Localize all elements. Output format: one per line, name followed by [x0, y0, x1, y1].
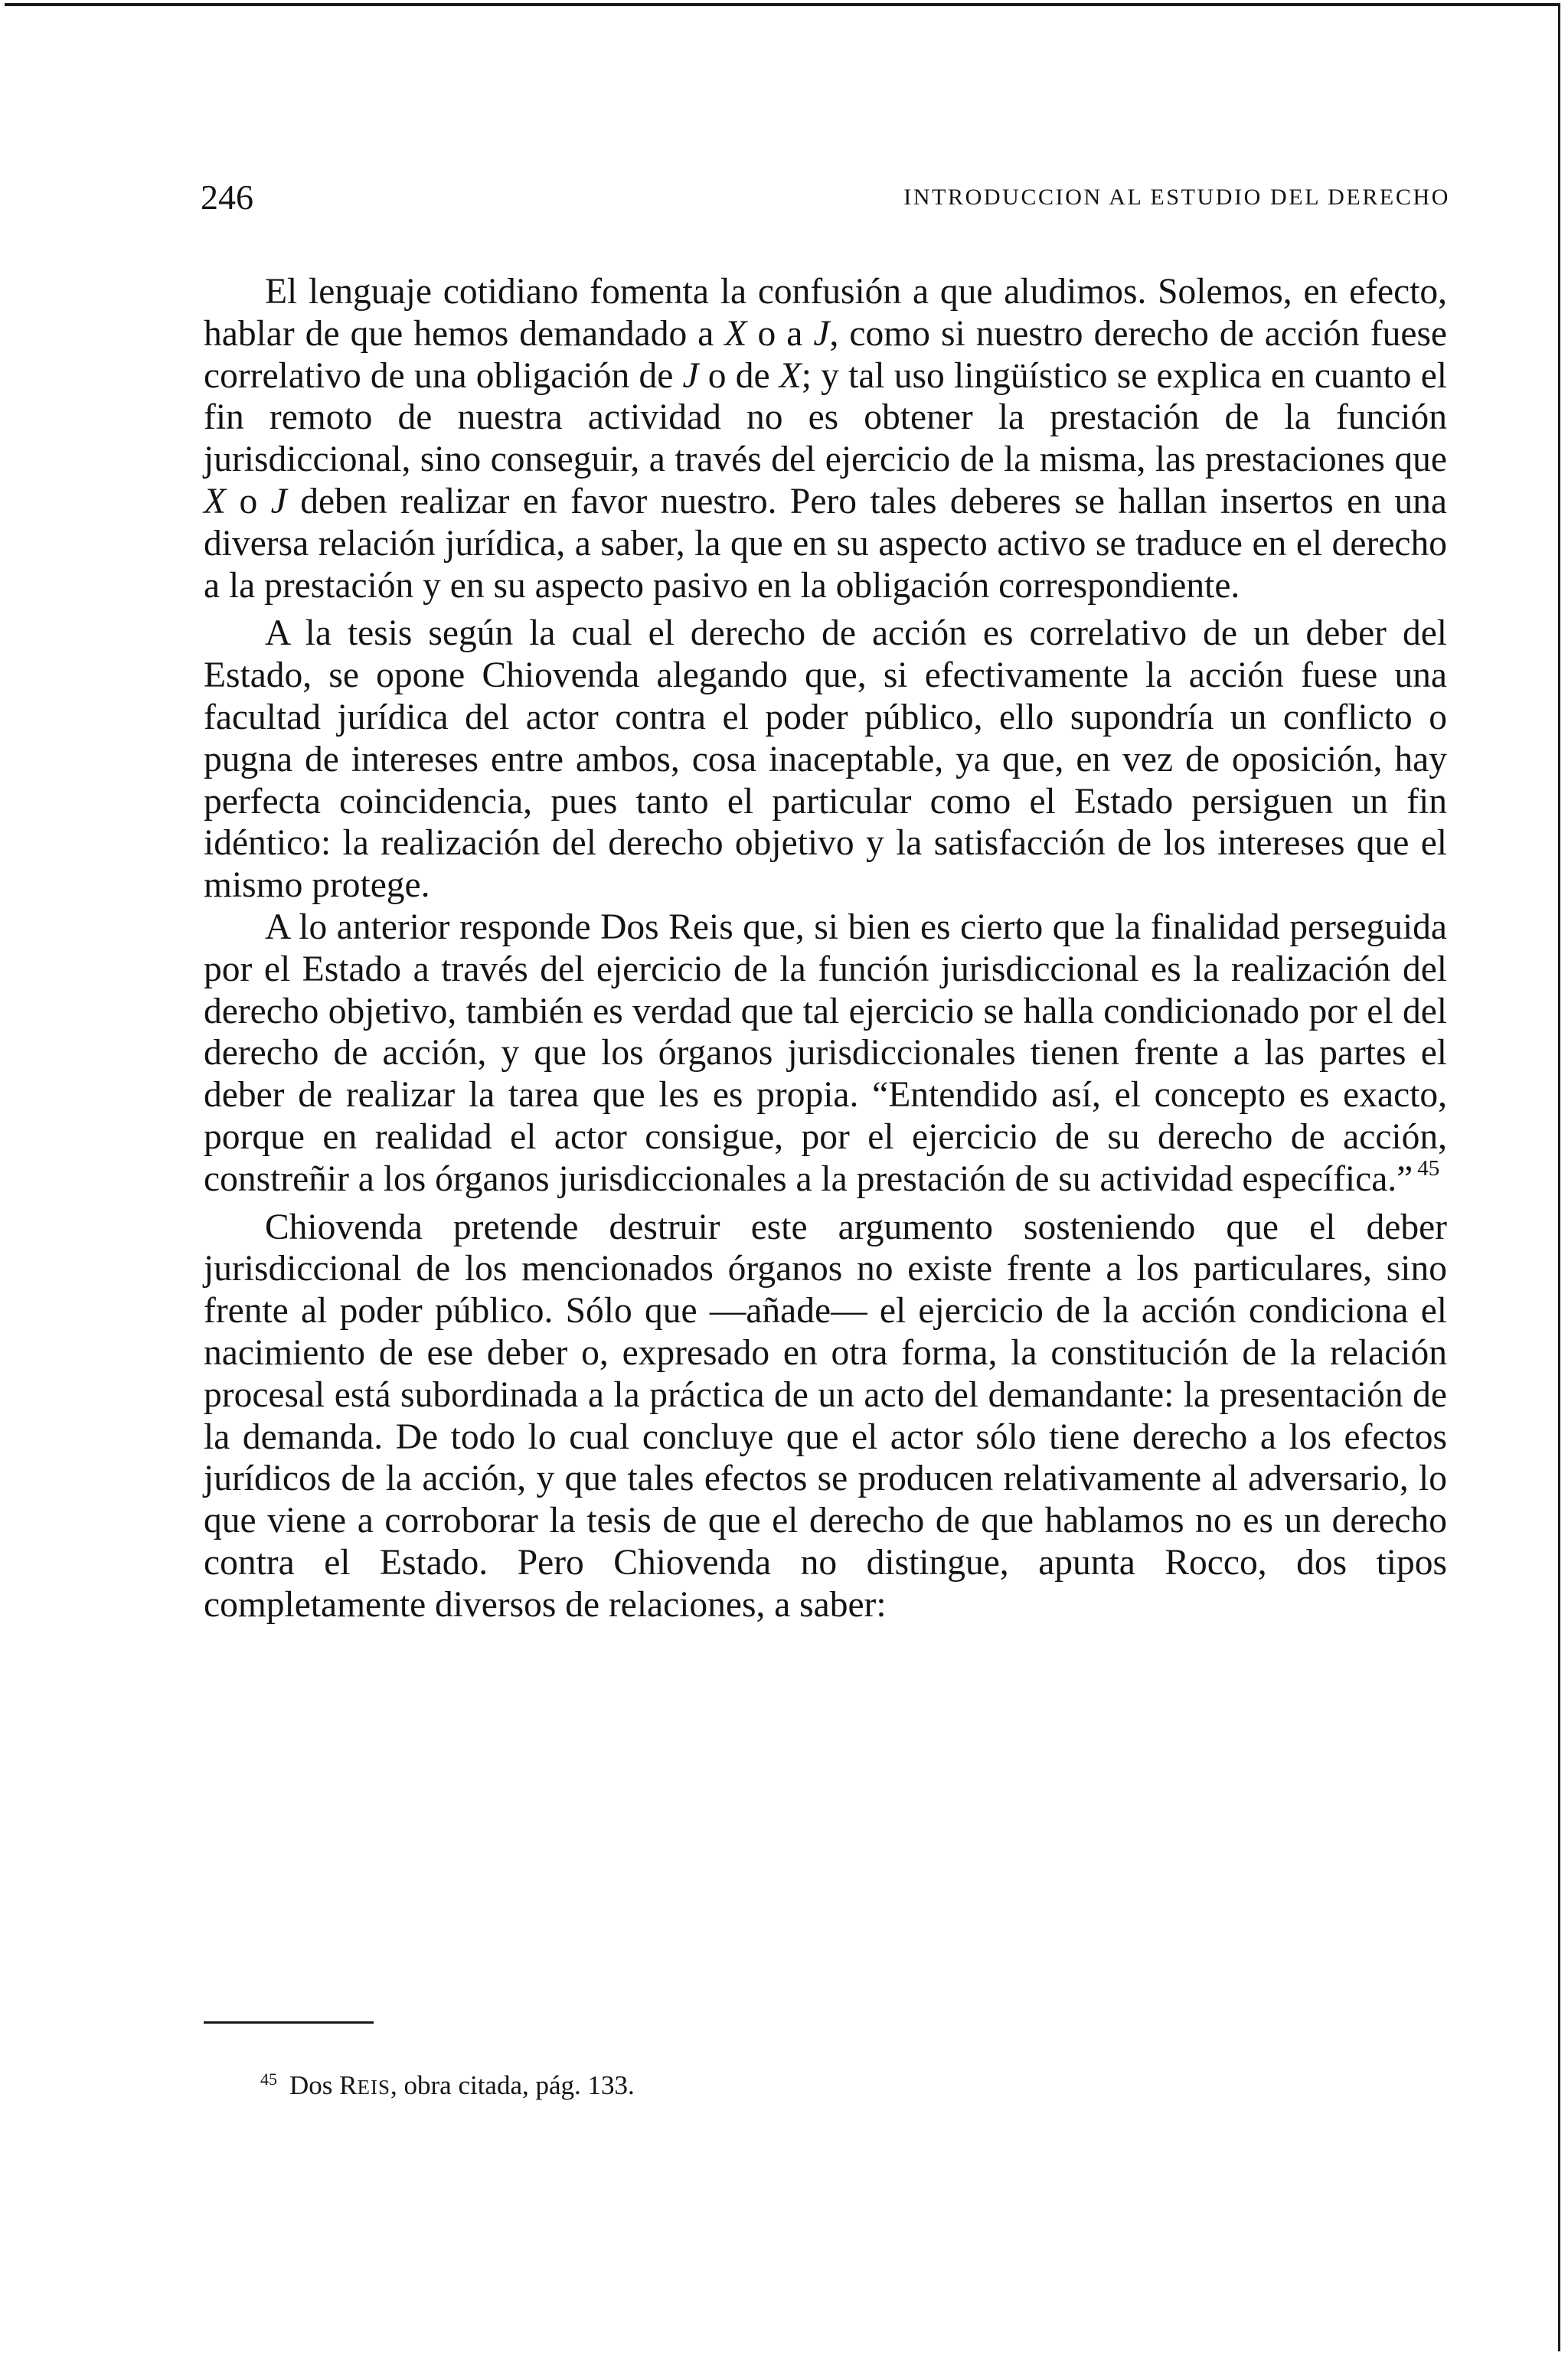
paragraph-2: A la tesis según la cual el derecho de acción es correlativo de un deber del Estado, se opone Chiovenda alegando que, si efectivamente la acción fuese una facultad jurídica del actor contra el poder público, ello supondría un conflicto o pugna de intereses entre ambos, cosa inaceptable, ya que, en vez de oposición, hay perfecta coincidencia, pues tanto el particular como el Estado persiguen un fin idéntico: la realización del derecho objetivo y la satisfacción de los intereses que el mismo protege. [204, 613, 1447, 906]
variable-x: X [724, 313, 747, 354]
variable-x: X [779, 355, 802, 396]
variable-j: J [270, 481, 287, 521]
footnote-divider [204, 2021, 374, 2024]
footnote-reference[interactable]: 45 [1417, 1155, 1440, 1181]
running-title: INTRODUCCION AL ESTUDIO DEL DERECHO [903, 185, 1450, 210]
variable-x: X [204, 481, 227, 521]
page-header [201, 175, 1450, 221]
paragraph-4: Chiovenda pretende destruir este argumento sosteniendo que el deber jurisdiccional de los mencionados órganos no existe frente a los particulares, sino frente al poder público. Sólo que —añade— el ejercicio de la acción condiciona el nacimiento de ese deber o, expresado en otra forma, la constitución de la relación procesal está subordinada a la práctica de un acto del demandante: la presentación de la demanda. De todo lo cual concluye que el actor sólo tiene derecho a los efectos jurídicos de la acción, y que tales efectos se producen relativamente al adversario, lo que viene a corroborar la tesis de que el derecho de que hablamos no es un derecho contra el Estado. Pero Chiovenda no distingue, apunta Rocco, dos tipos completamente diversos de relaciones, a saber: [204, 1207, 1447, 1625]
variable-j: J [813, 313, 830, 354]
footnote-author: Dos REIS [289, 2070, 390, 2100]
footnote-number: 45 [260, 2070, 277, 2089]
footnote-citation: , obra citada, pág. 133. [390, 2070, 635, 2100]
paragraph-3: A lo anterior responde Dos Reis que, si bien es cierto que la finalidad perseguida por el Estado a través del ejercicio de la función jurisdiccional es la realización del derecho objetivo, también es verdad que tal ejercicio se halla condicionado por el del derecho de acción, y que los órganos jurisdiccionales tienen frente a las partes el deber de realizar la tarea que les es propia. “Entendido así, el concepto es exacto, porque en realidad el actor consigue, por el ejercicio de su derecho de acción, constreñir a los órganos jurisdiccionales a la prestación de su actividad específica.” $^{45}$ [204, 907, 1447, 1199]
variable-j: J [682, 355, 699, 396]
body-text [204, 271, 1447, 1626]
footnote [260, 2069, 635, 2106]
paragraph-1: El lenguaje cotidiano fomenta la confusión a que aludimos. Solemos, en efecto, hablar de que hemos demandado a X o a J, como si nuestro derecho de acción fuese correlativo de una obligación de J o de X; y tal uso lingüístico se explica en cuanto el fin remoto de nuestra actividad no es obtener la prestación de la función jurisdiccional, sino conseguir, a través del ejercicio de la misma, las prestaciones que X o J deben realizar en favor nuestro. Pero tales deberes se hallan insertos en una diversa relación jurídica, a saber, la que en su aspecto activo se traduce en el derecho a la prestación y en su aspecto pasivo en la obligación correspondiente. [204, 272, 1448, 606]
page-number: 246 [201, 178, 253, 217]
